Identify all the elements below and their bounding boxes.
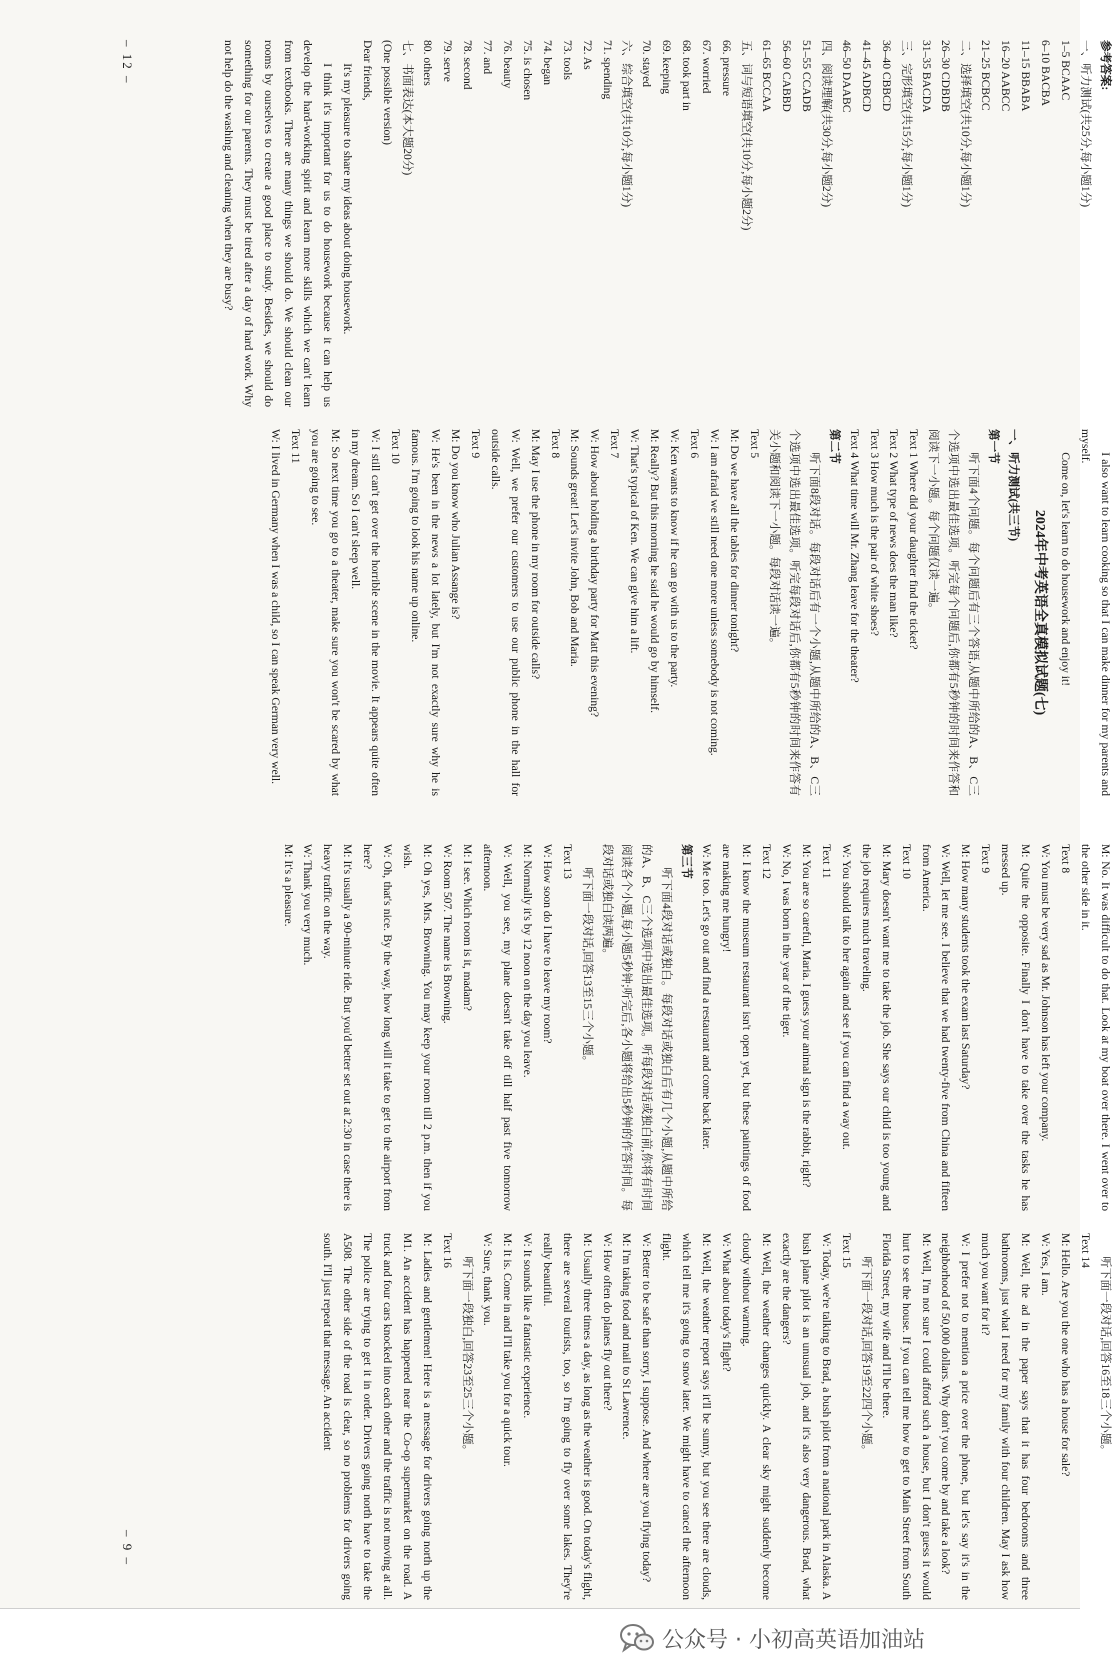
text-line: W: Well, we prefer our customers to use our public phone in the hall for outside calls. — [488, 429, 522, 796]
text-line: M: It is. Come in and I'll take you for a quick tour. — [500, 1233, 514, 1467]
text-line: W: What about today's flight? — [720, 1233, 734, 1372]
text-line: M: I know the museum restaurant isn't open yet, but these paintings of food are making me hungry! — [720, 844, 754, 1211]
text-line: 68. took part in — [680, 40, 694, 111]
text-line: W: Oh, that's nice. By the way, how long will it take to get to the airport from here? — [361, 844, 395, 1211]
text-line: 31–35 BACDA — [919, 40, 933, 113]
text-line: W: How about holding a birthday party for Matt this evening? — [588, 429, 602, 718]
text-line: It's my pleasure to share my ideas about doing housework. — [341, 63, 355, 335]
text-line: 6–10 BACBA — [1039, 40, 1053, 107]
text-line: 第一节 — [987, 429, 1001, 464]
text-line: M: Mary doesn't want me to take the job. She says our child is too young and the job requires much traveling. — [859, 844, 893, 1211]
text-line: W: How often do planes fly out there? — [600, 1233, 614, 1411]
text-line: 第二节 — [827, 429, 841, 464]
text-line: Text 11 — [289, 429, 303, 464]
text-line: Text 8 — [548, 429, 562, 459]
text-line: Text 9 — [979, 844, 993, 874]
text-line: M: Sounds great! Let's invite John, Bob and Maria. — [568, 429, 582, 667]
text-line: W: I prefer not to mention a price over the phone, but let's say it's in the neighborhood of 50,000 dollars. Why don't you come by and take a look? — [939, 1233, 973, 1600]
text-line: Come on, let's learn to do housework and enjoy it! — [1059, 452, 1073, 687]
text-line: W: Well, you see, my plane doesn't take off till half past five tomorrow afternoon. — [480, 844, 514, 1211]
text-line: W: I lived in Germany when I was a child, so I can speak German very well. — [269, 429, 283, 784]
text-line: W: He's been in the news a lot lately, but I'm not exactly sure why he is famous. I'm going to look his name up online. — [408, 429, 442, 796]
text-line: 七、书面表达(本大题20分) — [401, 40, 415, 176]
text-line: 56–60 CABBD — [780, 40, 793, 112]
text-line: 36–40 CBBCD — [879, 40, 893, 112]
text-line: 听下面8段对话。每段对话后有一个小题,从题中所给的A、B、C三个选项中选出最佳选项。听完每段对话后,你都有5秒钟的时间来作答有关小题和阅读下一小题。每段对话读一遍。 — [767, 429, 821, 796]
text-line: Text 13 — [560, 844, 574, 879]
text-line: 61–65 BCCAA — [760, 40, 774, 112]
text-line: 51–55 CCADB — [799, 40, 813, 112]
text-line: Text 12 — [760, 844, 774, 879]
text-line: I also want to learn cooking so that I can make dinner for my parents and myself. — [1079, 429, 1112, 796]
text-line: 听下面一段对话,回答13至15三个小题。 — [580, 867, 594, 1068]
rotated-page-content — [105, 40, 1115, 1600]
text-line: M: Quite the opposite. Finally I don't have to take over the tasks he has messed up. — [999, 844, 1033, 1211]
text-line: M: So next time you go to a theater, make sure you won't be scared by what you are going to see. — [309, 429, 343, 796]
text-line: M: Ladies and gentlemen! Here is a message for drivers going north up the M1. An accident has happened near the Co-op supermarket on the road. A truck and four cars knocked into each other and the traffic is not moving at all. The police are trying to get it in order. Drivers going north have to take the A508. The other side of the road is clear, so no problems for drivers going south. I'll just repeat that message. An accident — [321, 1233, 435, 1600]
text-line: M: How many students took the exam last Saturday? — [959, 844, 973, 1090]
text-line: M: May I use the phone in my room for outside calls? — [528, 429, 542, 680]
footer-divider — [0, 1608, 1080, 1609]
text-line: Text 9 — [468, 429, 482, 459]
right-page-column-2 — [105, 1233, 1115, 1600]
text-line: W: Ken wants to know if he can go with us to the party. — [668, 429, 682, 688]
text-line: W: That's typical of Ken. We can give him a lift. — [628, 429, 642, 654]
text-line: W: How soon do I have to leave my room? — [540, 844, 554, 1044]
text-line: M: Really? But this morning he said he would go by himself. — [648, 429, 662, 714]
text-line: 66. pressure — [720, 40, 734, 97]
text-line: 听下面4个问题。每个问题后有三个答语,从题中所给的A、B、C三个选项中选出最佳选项。听完每个问题后,你都有5秒钟的时间来作答和阅读下一小题。每个问题仅读一遍。 — [927, 429, 981, 796]
text-line: W: Me too. Let's go out and find a restaurant and come back later. — [700, 844, 714, 1150]
text-line: (One possible version) — [381, 40, 395, 145]
text-line: 六、综合填空(共10分,每小题1分) — [620, 40, 634, 208]
text-line: Text 1 Where did your daughter find the ticket? — [907, 429, 921, 650]
text-line: W: You should talk to her again and see if you can find a way out. — [839, 844, 853, 1150]
text-line: Text 14 — [1079, 1233, 1093, 1268]
watermark-text: 公众号 · 小初高英语加油站 — [662, 1627, 925, 1653]
text-line: 69. keeping — [660, 40, 674, 95]
left-page-column-listening — [105, 429, 1115, 796]
text-line: 41–45 ADBCD — [859, 40, 873, 112]
text-line: Text 15 — [839, 1233, 853, 1268]
text-line: M: Well, the ad in the paper says that it has four bedrooms and three bathrooms, just what I need for my family with four children. May I ask how much you want for it? — [979, 1233, 1033, 1600]
text-line: Text 6 — [688, 429, 702, 459]
right-page-number: – 9 – — [120, 1530, 135, 1566]
text-line: M: No. It was difficult to do that. Look at my boat over there. I went over to the other side in it. — [1079, 844, 1112, 1211]
text-line: M: It's a pleasure. — [281, 844, 295, 927]
text-line: 71. spending — [600, 40, 614, 100]
text-line: 73. tools — [560, 40, 574, 80]
text-line: 听下面一段对话,回答19至22四个小题。 — [859, 1256, 873, 1457]
text-line: Text 16 — [441, 1233, 455, 1268]
text-line: 70. stayed — [640, 40, 654, 88]
text-line: M: Oh yes, Mrs. Browning. You may keep your room till 2 p.m. then if you wish. — [401, 844, 435, 1211]
wechat-icon — [620, 1623, 654, 1653]
text-line: 听下面一段对话,回答16至18三个小题。 — [1099, 1256, 1112, 1457]
text-line: W: Today, we're talking to Brad, a bush pilot from a national park in Alaska. A bush plane pilot is an unusual job, and it's also very dangerous. Brad, what exactly are the dangers? — [780, 1233, 833, 1600]
text-line: M: Well, the weather report says it'll be sunny, but you see there are clouds, which tell me it's going to snow later. We might have to cancel the afternoon flight. — [660, 1233, 714, 1600]
text-line: W: Thank you very much. — [301, 844, 315, 966]
text-line: 67. worried — [700, 40, 714, 94]
text-line: Text 11 — [819, 844, 833, 879]
text-line: 参考答案: — [1099, 40, 1112, 91]
text-line: Text 7 — [608, 429, 622, 459]
text-line: M: Normally it's by 12 noon on the day you leave. — [520, 844, 534, 1078]
text-line: W: Well, let me see. I believe that we had twenty-five from China and fifteen from America. — [919, 844, 953, 1211]
text-line: M: Well, I'm not sure I could afford such a house, but I don't guess it would hurt to see the house. If you can tell me how to get to Main Street from South Florida Street, my wife and I'll be there. — [879, 1233, 933, 1600]
text-line: 46–50 DAABC — [839, 40, 853, 113]
text-line: Text 3 How much is the pair of white shoes? — [867, 429, 881, 636]
text-line: W: Sure, thank you. — [480, 1233, 494, 1326]
text-line: 五、词与短语填空(共10分,每小题2分) — [740, 40, 754, 231]
text-line: W: It sounds like a fantastic experience. — [520, 1233, 534, 1419]
text-line: W: Better to be safe than sorry, I suppose. And where are you flying today? — [640, 1233, 654, 1583]
text-line: 16–20 AABCC — [999, 40, 1013, 112]
text-line: 一、听力测试(共三节) — [1007, 429, 1021, 542]
text-line: Text 2 What type of news does the man like? — [887, 429, 901, 638]
right-page — [105, 830, 1115, 1600]
text-line: 一、听力测试(共25分,每小题1分) — [1079, 40, 1093, 208]
text-line: M: Do you know who Julian Assange is? — [448, 429, 462, 620]
text-line: 26–30 CDBDB — [939, 40, 953, 112]
text-line: 74. began — [540, 40, 554, 86]
text-line: M: Do we have all the tables for dinner tonight? — [727, 429, 741, 653]
wechat-watermark — [620, 1618, 925, 1658]
text-line: M: You are so careful, Maria. I guess your animal sign is the rabbit, right? — [799, 844, 813, 1188]
text-line: Dear friends, — [361, 40, 375, 101]
text-line: 80. others — [421, 40, 435, 86]
text-line: 76. beauty — [500, 40, 514, 89]
text-line: 78. second — [461, 40, 474, 90]
text-line: M: I'm taking food and mail to St Lawrence. — [620, 1233, 634, 1440]
text-line: 三、完形填空(共15分,每小题1分) — [899, 40, 913, 208]
text-line: Text 4 What time will Mr. Zhang leave for the theater? — [847, 429, 861, 683]
left-page-number: – 12 – — [120, 40, 135, 85]
text-line: M: Hello. Are you the one who has a house for sale? — [1059, 1233, 1073, 1477]
text-line: 79. serve — [441, 40, 455, 82]
text-line: Text 8 — [1059, 844, 1073, 874]
text-line: 77. and — [480, 40, 494, 75]
text-line: Text 5 — [747, 429, 761, 459]
text-line: M: Usually three times a day, as long as the weather is good. On today's flight, there are several tourists, too, so I'm going to fly over some lakes. They're really beautiful. — [540, 1233, 594, 1600]
text-line: 11–15 BBABA — [1019, 40, 1033, 112]
text-line: 21–25 BCBCC — [979, 40, 993, 111]
text-line: 听下面一段独白,回答23至25三个小题。 — [461, 1256, 474, 1457]
text-line: I think it's important for us to do housework because it can help us develop the hard-working spirit and learn more skills which we can't learn from textbooks. There are many things we should do. We should clean our rooms by ourselves to create a good place to study. Besides, we should do something for our parents. They must be tired after a day of hard work. Why not help do the washing and cleaning when they are busy? — [221, 40, 335, 407]
text-line: M: Well, the weather changes quickly. A clear sky might suddenly become cloudy without warning. — [740, 1233, 774, 1600]
text-line: 第三节 — [680, 844, 694, 879]
text-line: W: No, I was born in the year of the tiger. — [780, 844, 793, 1038]
text-line: W: Yes, I am. — [1039, 1233, 1053, 1296]
text-line: 四、阅读理解(共30分,每小题2分) — [819, 40, 833, 208]
text-line: M: It's usually a 90-minute ride. But you'd better set out at 2:30 in case there is heavy traffic on the way. — [321, 844, 355, 1211]
text-line: 75. is chosen — [520, 40, 534, 101]
text-line: 72. As — [580, 40, 594, 70]
text-line: W: I still can't get over the horrible scene in the movie. It appears quite often in my dream. So I can't sleep well. — [349, 429, 383, 796]
text-line: W: I am afraid we still need one more unless somebody is not coming. — [708, 429, 722, 756]
text-line: 二、选择填空(共10分,每小题1分) — [959, 40, 973, 208]
right-page-column-1 — [105, 844, 1115, 1211]
text-line: 1–5 BCAAC — [1059, 40, 1073, 101]
text-line: 听下面4段对话或独白。每段对话或独白后有几个小题,从题中所给的A、B、C三个选项中选出最佳选项。听每段对话或独白前,你将有时间阅读各个小题,每小题5秒钟;听完后,各小题将给出5秒钟的作答时间。每段对话或独白读两遍。 — [600, 844, 674, 1211]
text-line: M: I see. Which room is it, madam? — [461, 844, 474, 1011]
text-line: W: Room 507. The name is Browning. — [441, 844, 455, 1024]
text-line: Text 10 — [389, 429, 403, 464]
left-page-column-answers — [105, 40, 1115, 407]
text-line: W: You must be very sad as Mr. Johnson has left your company. — [1039, 844, 1053, 1142]
text-line: 2024年中考英语全真模拟试题(七) — [1032, 509, 1048, 716]
text-line: Text 10 — [899, 844, 913, 879]
left-page — [105, 40, 1115, 810]
